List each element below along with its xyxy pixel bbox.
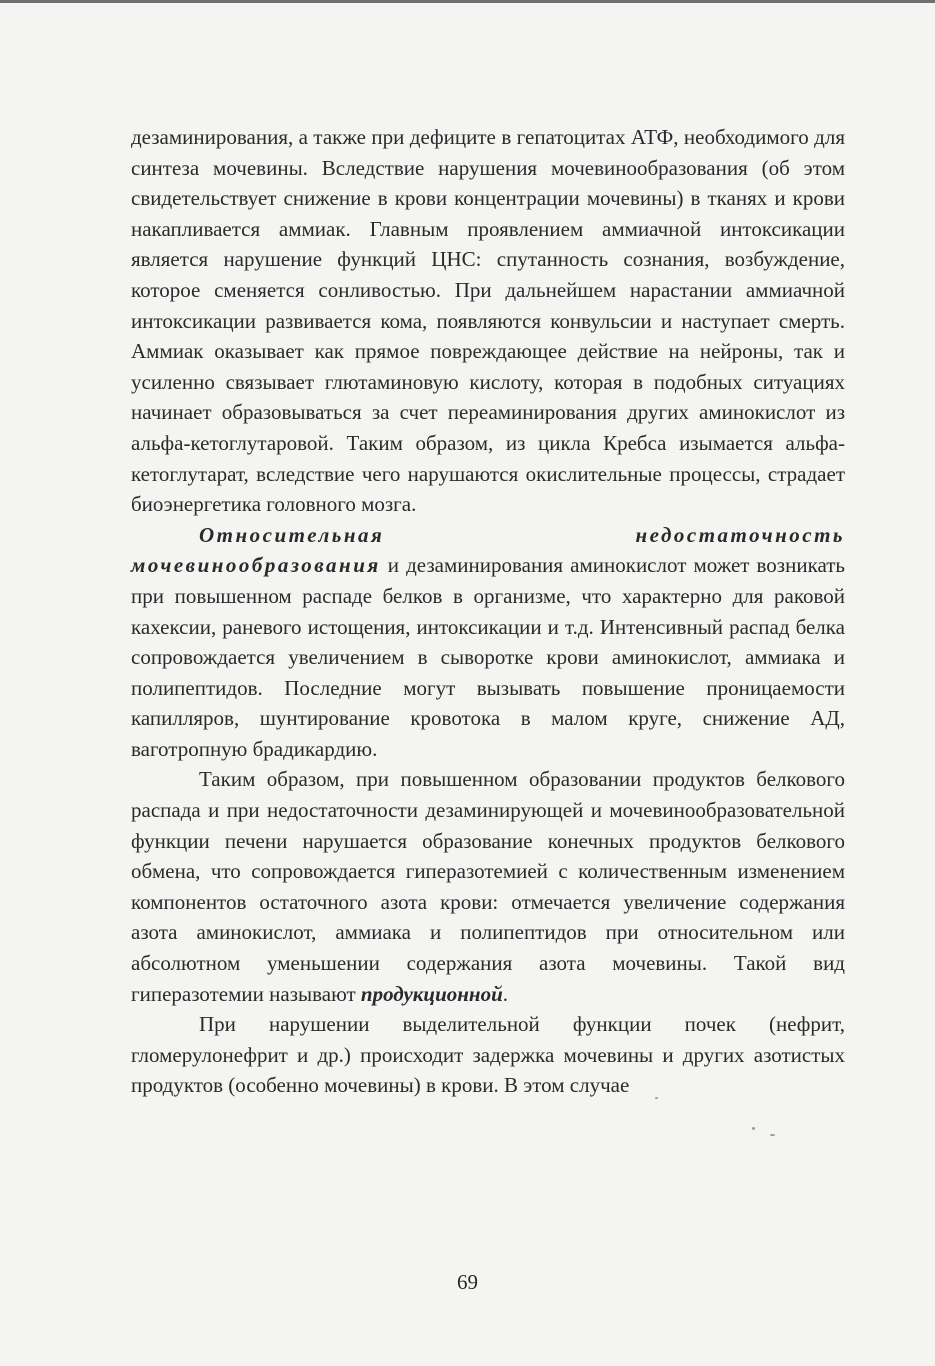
paragraph-4: При нарушении выделительной функции почек (нефрит, гломерулонефрит и др.) происходит задержка мочевины и других азотистых продуктов (особенно мочевины) в крови. В этом случае: [131, 1012, 845, 1098]
paragraph-2-emphasis: Относительная недостаточность мочевинообразования: [131, 522, 845, 578]
scan-speck: [752, 1127, 755, 1130]
paragraph-3-emphasis: продукционной: [360, 981, 503, 1006]
page-number: 69: [457, 1270, 478, 1294]
scan-speck: [655, 1097, 658, 1099]
paragraph-2: [131, 520, 845, 765]
paragraph-3-tail: .: [502, 981, 509, 1006]
scan-speck: [770, 1134, 775, 1136]
paragraph-3-text: Таким образом, при повышенном образовании продуктов белкового распада и при недостаточности дезаминирующей и мочевинообразовательной функции печени нарушается образование конечных продуктов белкового обмена, что сопровождается гиперазотемией с количественным изменением компонентов остаточного азота крови: отмечается увеличение содержания азота аминокислот, аммиака и полипептидов при относительном или абсолютном уменьшении содержания азота мочевины. Такой вид гиперазотемии называют: [131, 767, 845, 1006]
paragraph-3: [131, 764, 845, 1009]
paragraph-2-text: и дезаминирования аминокислот может возникать при повышенном распаде белков в организме, что характерно для раковой кахексии, раневого истощения, интоксикации и т.д. Интенсивный распад белка сопровождается увеличением в сыворотке крови аминокислот, аммиака и полипептидов. Последние могут вызывать повышение проницаемости капилляров, шунтирование кровотока в малом круге, снижение АД, ваготропную брадикардию.: [131, 553, 845, 761]
paragraph-1: дезаминирования, а также при дефиците в гепатоцитах АТФ, необходимого для синтеза мочевины. Вследствие нарушения мочевинообразования (об этом свидетельствует снижение в крови концентрации мочевины) в тканях и крови накапливается аммиак. Главным проявлением аммиачной интоксикации является нарушение функций ЦНС: спутанность сознания, возбуждение, которое сменяется сонливостью. При дальнейшем нарастании аммиачной интоксикации развивается кома, появляются конвульсии и наступает смерть. Аммиак оказывает как прямое повреждающее действие на нейроны, так и усиленно связывает глютаминовую кислоту, которая в подобных ситуациях начинает образовываться за счет переаминирования других аминокислот из альфа-кетоглутаровой. Таким образом, из цикла Кребса изымается альфа-кетоглутарат, вследствие чего нарушаются окислительные процессы, страдает биоэнергетика головного мозга.: [131, 125, 845, 517]
page-top-edge: [0, 0, 935, 3]
body-text: [131, 122, 845, 1101]
